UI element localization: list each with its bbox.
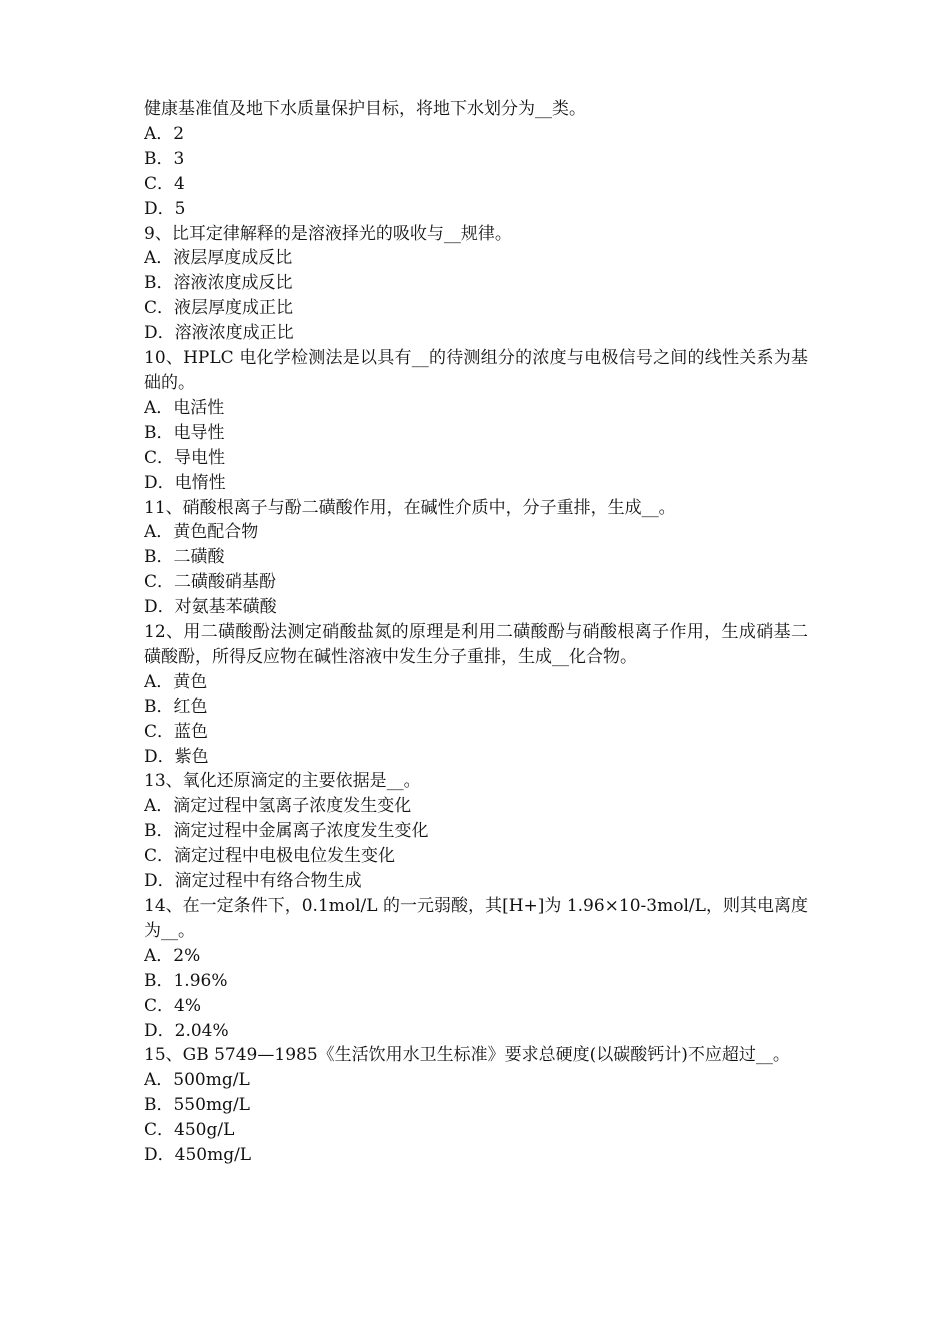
option-a: A．液层厚度成反比 (144, 248, 293, 269)
option-c: C．450g/L (144, 1120, 235, 1141)
option-a: A．2 (144, 123, 185, 144)
option-d: D．450mg/L (144, 1145, 252, 1166)
option-c: C．二磺酸硝基酚 (144, 572, 277, 593)
document-page (144, 97, 808, 1168)
question-12 (144, 620, 808, 769)
option-a: A．黄色配合物 (144, 522, 259, 543)
question-stem: 15、GB 5749—1985《生活饮用水卫生标准》要求总硬度(以碳酸钙计)不应超过__。 (144, 1045, 790, 1066)
option-a: A．2% (144, 945, 201, 966)
option-c: C．4 (144, 173, 185, 194)
option-a: A．滴定过程中氢离子浓度发生变化 (144, 796, 412, 817)
option-d: D．紫色 (144, 746, 209, 767)
option-d: D．2.04% (144, 1020, 229, 1041)
question-stem: 13、氧化还原滴定的主要依据是__。 (144, 771, 421, 792)
question-14 (144, 894, 808, 1043)
question-stem: 12、用二磺酸酚法测定硝酸盐氮的原理是利用二磺酸酚与硝酸根离子作用，生成硝基二磺酸酚，所得反应物在碱性溶液中发生分子重排，生成__化合物。 (144, 622, 808, 667)
option-a: A．500mg/L (144, 1070, 250, 1091)
question-stem: 11、硝酸根离子与酚二磺酸作用，在碱性介质中，分子重排，生成__。 (144, 497, 676, 518)
option-d: D．对氨基苯磺酸 (144, 597, 277, 618)
lead-question-text: 健康基准值及地下水质量保护目标，将地下水划分为__类。 (144, 99, 586, 119)
question-stem: 9、比耳定律解释的是溶液择光的吸收与__规律。 (144, 223, 512, 244)
question-15 (144, 1043, 808, 1168)
lead-question (144, 97, 808, 222)
option-d: D．电惰性 (144, 472, 226, 493)
option-c: C．4% (144, 995, 201, 1016)
option-a: A．电活性 (144, 397, 225, 418)
option-c: C．滴定过程中电极电位发生变化 (144, 846, 396, 867)
option-b: B．电导性 (144, 422, 225, 443)
option-b: B．550mg/L (144, 1095, 250, 1116)
question-11 (144, 496, 808, 621)
option-a: A．黄色 (144, 671, 208, 692)
option-d: D．5 (144, 198, 186, 219)
question-10 (144, 346, 808, 495)
option-b: B．二磺酸 (144, 547, 225, 568)
question-9 (144, 222, 808, 347)
option-b: B．3 (144, 148, 185, 169)
option-d: D．溶液浓度成正比 (144, 323, 294, 344)
option-d: D．滴定过程中有络合物生成 (144, 871, 362, 892)
question-stem: 10、HPLC 电化学检测法是以具有__的待测组分的浓度与电极信号之间的线性关系为基础的。 (144, 348, 808, 393)
option-c: C．导电性 (144, 447, 226, 468)
option-c: C．液层厚度成正比 (144, 298, 294, 319)
option-b: B．1.96% (144, 970, 228, 991)
option-b: B．红色 (144, 696, 208, 717)
option-b: B．滴定过程中金属离子浓度发生变化 (144, 821, 429, 842)
question-13 (144, 769, 808, 894)
question-stem: 14、在一定条件下，0.1mol/L 的一元弱酸，其[H+]为 1.96×10-3mol/L，则其电离度为__。 (144, 896, 808, 941)
option-b: B．溶液浓度成反比 (144, 273, 293, 294)
option-c: C．蓝色 (144, 721, 209, 742)
